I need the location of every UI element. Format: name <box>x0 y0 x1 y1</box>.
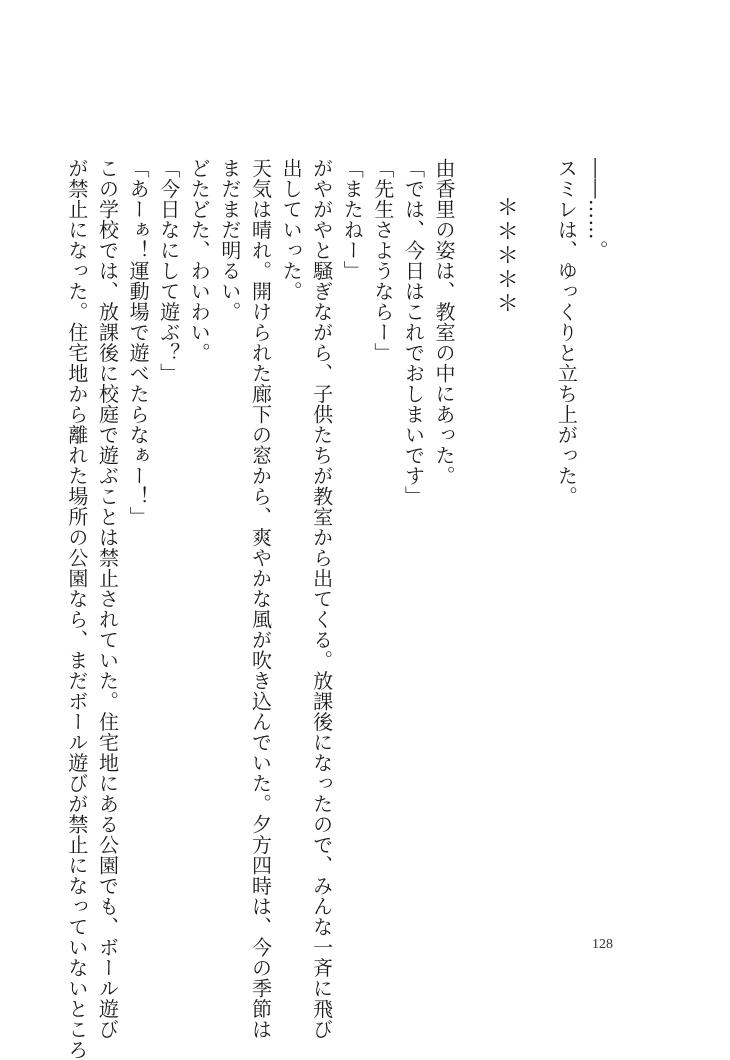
text-line: 由香里の姿は、教室の中にあった。 <box>432 158 457 486</box>
page-number: 128 <box>592 937 613 952</box>
text-line: まだまだ明るい。 <box>217 158 242 322</box>
blank-line <box>459 158 490 888</box>
dialogue-line: 「今日なにして遊ぶ？」 <box>156 158 181 384</box>
text-line: が禁止になった。住宅地から離れた場所の公園なら、まだボール遊びが禁止になっていないところ <box>64 158 89 1060</box>
text-line: どたどた、わいわい。 <box>187 158 212 363</box>
text-line: スミレは、ゆっくりと立ち上がった。 <box>554 158 579 507</box>
dialogue-line: 「あーぁ！運動場で遊べたらなぁー！」 <box>126 158 151 527</box>
text-line: がやがやと騒ぎながら、子供たちが教室から出てくる。放課後になったので、みんな一斉に飛び <box>309 158 334 1040</box>
text-line: 出していった。 <box>279 158 304 302</box>
section-break: ＊＊＊＊＊ <box>493 196 519 316</box>
dialogue-line: 「またねー」 <box>340 158 365 281</box>
dialogue-line: 「先生さようならー」 <box>370 158 395 363</box>
blank-line <box>520 158 551 888</box>
dialogue-line: 「では、今日はこれでおしまいです」 <box>401 158 426 507</box>
text-line: この学校では、放課後に校庭で遊ぶことは禁止されていた。住宅地にある公園でも、ボール遊び <box>95 158 120 1040</box>
text-line: 天気は晴れ。開けられた廊下の窓から、爽やかな風が吹き込んでいた。夕方四時は、今の季節は <box>248 158 273 1040</box>
text-line: ――……。 <box>585 158 609 261</box>
